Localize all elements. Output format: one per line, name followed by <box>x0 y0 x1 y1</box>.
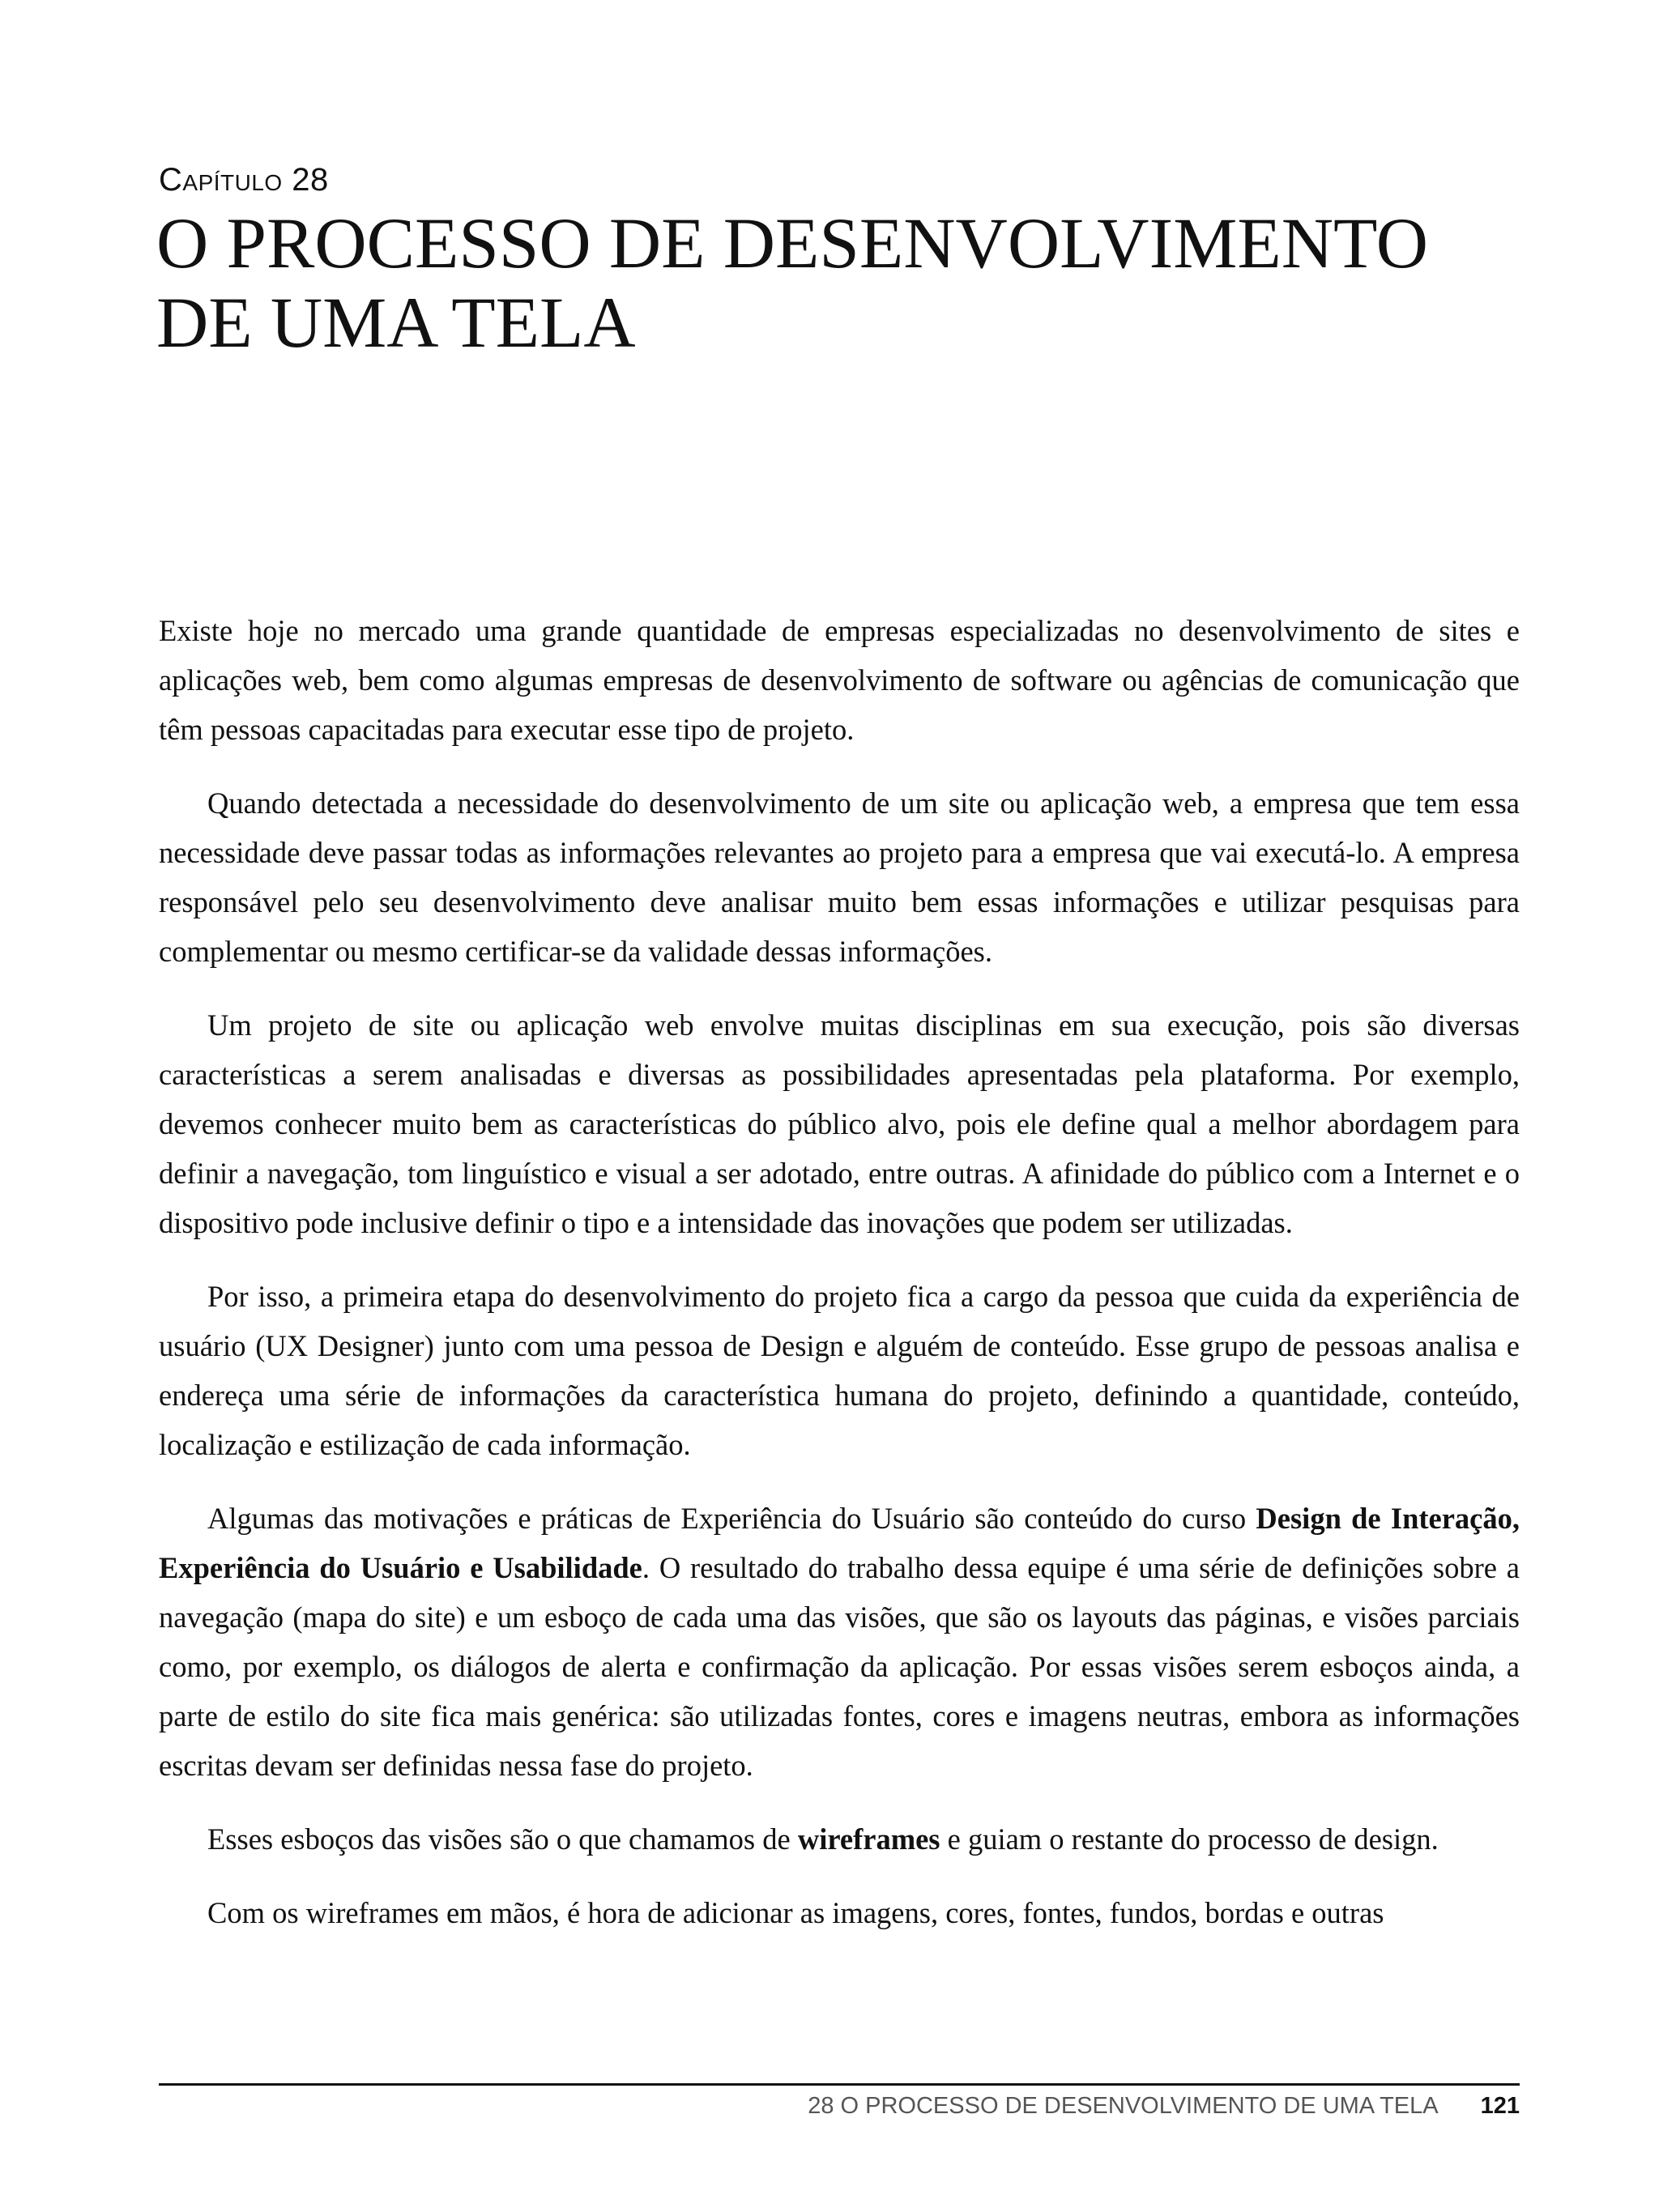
paragraph-1: Existe hoje no mercado uma grande quantidade de empresas especializadas no desenvolvimento de sites e aplicações web, bem como algumas empresas de desenvolvimento de software ou agências de comunicação que têm pessoas capacitadas para executar esse tipo de projeto. <box>159 614 1520 746</box>
chapter-label: Capítulo 28 <box>159 162 329 198</box>
course-name-bold: Design de Interação, Experiência do Usuário e Usabilidade <box>159 1502 1520 1584</box>
chapter-title-line-2: DE UMA TELA <box>156 283 636 363</box>
paragraph-6-text-end: e guiam o restante do processo de design. <box>940 1822 1439 1856</box>
page-number: 121 <box>1480 2092 1520 2119</box>
running-title: 28 O PROCESSO DE DESENVOLVIMENTO DE UMA TELA <box>808 2092 1439 2119</box>
paragraph-6 <box>159 1814 1520 1864</box>
paragraph-5-text-end: . O resultado do trabalho dessa equipe é uma série de definições sobre a navegação (mapa do site) e um esboço de cada uma das visões, que são os layouts das páginas, e visões parciais como, por exemplo, os diálogos de alerta e confirmação da aplicação. Por essas visões serem esboços ainda, a parte de estilo do site fica mais genérica: são utilizadas fontes, cores e imagens neutras, embora as informações escritas devam ser definidas nessa fase do projeto. <box>159 1551 1520 1782</box>
body-text <box>159 606 1520 1937</box>
paragraph-2: Quando detectada a necessidade do desenvolvimento de um site ou aplicação web, a empresa que tem essa necessidade deve passar todas as informações relevantes ao projeto para a empresa que vai executá-lo. A empresa responsável pelo seu desenvolvimento deve analisar muito bem essas informações e utilizar pesquisas para complementar ou mesmo certificar-se da validade dessas informações. <box>159 786 1520 968</box>
chapter-title <box>156 204 1533 363</box>
chapter-title-line-1: O PROCESSO DE DESENVOLVIMENTO <box>156 204 1429 283</box>
paragraph-7: Com os wireframes em mãos, é hora de adicionar as imagens, cores, fontes, fundos, bordas e outras <box>207 1896 1384 1929</box>
paragraph-3: Um projeto de site ou aplicação web envolve muitas disciplinas em sua execução, pois são diversas características a serem analisadas e diversas as possibilidades apresentadas pela plataforma. Por exemplo, devemos conhecer muito bem as características do público alvo, pois ele define qual a melhor abordagem para definir a navegação, tom linguístico e visual a ser adotado, entre outras. A afinidade do público com a Internet e o dispositivo pode inclusive definir o tipo e a intensidade das inovações que podem ser utilizadas. <box>159 1008 1520 1239</box>
wireframes-term-bold: wireframes <box>797 1822 940 1856</box>
paragraph-6-text-start: Esses esboços das visões são o que chamamos de <box>207 1822 798 1856</box>
paragraph-4: Por isso, a primeira etapa do desenvolvimento do projeto fica a cargo da pessoa que cuida da experiência de usuário (UX Designer) junto com uma pessoa de Design e alguém de conteúdo. Esse grupo de pessoas analisa e endereça uma série de informações da característica humana do projeto, definindo a quantidade, conteúdo, localização e estilização de cada informação. <box>159 1280 1520 1461</box>
paragraph-5 <box>159 1494 1520 1790</box>
paragraph-5-text-start: Algumas das motivações e práticas de Experiência do Usuário são conteúdo do curso <box>207 1502 1256 1535</box>
page-footer <box>159 2082 1520 2130</box>
